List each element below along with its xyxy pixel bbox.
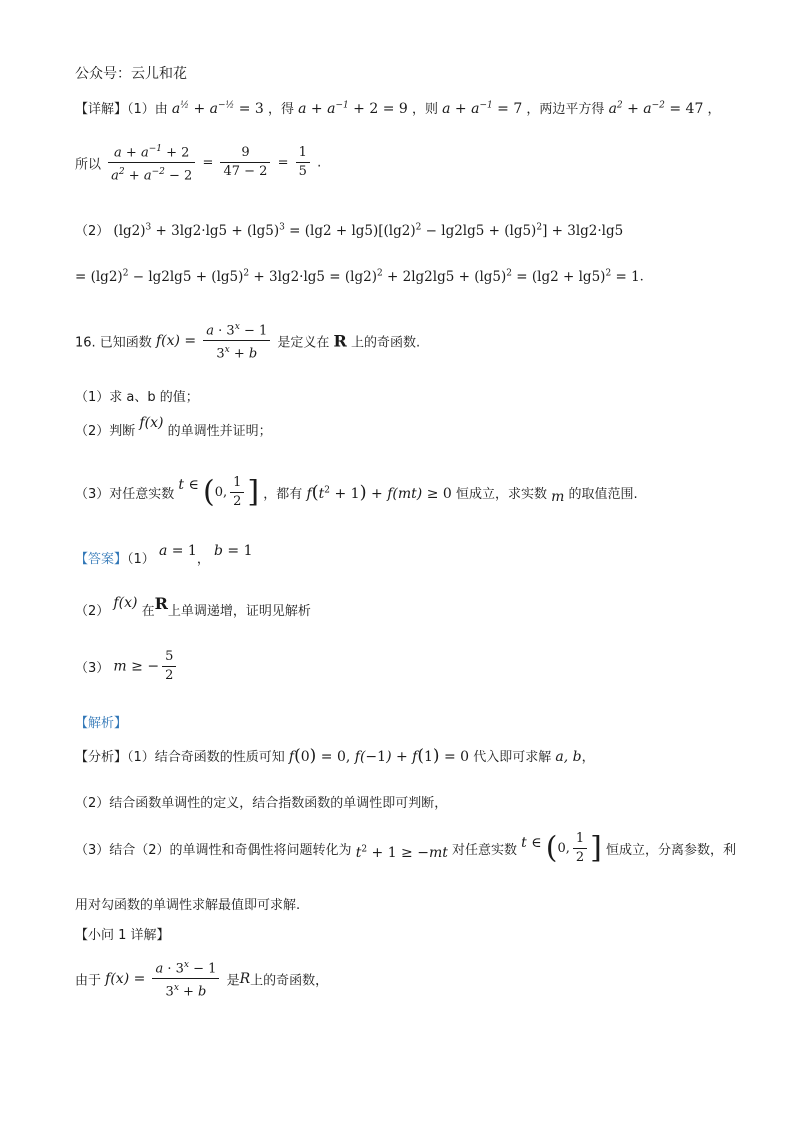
- part2-label: （2）: [75, 224, 110, 239]
- formula-sum7: $a + a^{-1} = 7$: [442, 100, 523, 117]
- answer-1: 【答案】（1） a = 1， b = 1: [75, 543, 253, 567]
- text-period: .: [317, 155, 322, 171]
- fraction-9-45: $\frac{9}{47 - 2}$: [220, 144, 270, 181]
- formula-sum9: $a + a^{-1} + 2 = 9$: [298, 100, 408, 117]
- fenxi-text-b: 代入即可求解: [473, 750, 552, 765]
- q16-sub2: （2）判断 f(x) 的单调性并证明；: [75, 415, 272, 439]
- q16-sub3-text-c: 恒成立，求实数: [455, 487, 547, 502]
- answer-tag: 【答案】: [75, 552, 128, 567]
- inequality-condition: $f(t^2 + 1) + f(mt) \ge 0$: [306, 482, 452, 503]
- answer-3-value: $\frac{5}{2}$: [162, 648, 176, 685]
- q16-sub3: （3）对任意实数 t ∈ (0, $\frac{1}{2}$ ] ，都有 $f(t^2 + 1) + f(mt) \ge 0$ 恒成立，求实数 m 的取值范围.: [75, 474, 638, 510]
- analysis-l5-c: 上的奇函数，: [250, 973, 329, 989]
- q16-sub3-text-d: 的取值范围.: [568, 487, 638, 502]
- formula-47: $a^2 + a^{-2} = 47$: [608, 100, 704, 117]
- q16-sub2-label: （2）判断: [75, 424, 136, 439]
- transformed-inequality: $t^2 + 1 \ge -mt$: [355, 844, 448, 861]
- answer-2-label: （2）: [75, 604, 110, 619]
- text-square: ，两边平方得: [526, 102, 605, 117]
- analysis-line3: （3）结合（2）的单调性和奇偶性将问题转化为 $t^2 + 1 \ge -mt$ 对任意实数 t ∈ (0, $\frac{1}{2}$ ] 恒成立，分离参数，利: [75, 830, 737, 866]
- answer-1-label: （1）: [127, 552, 155, 567]
- answer-1-value: a = 1: [158, 543, 197, 559]
- text-comma: ，: [707, 102, 721, 117]
- formula-lg-expansion: $(\lg 2)^3 + 3\lg 2\cdot\lg 5 + (\lg 5)^3 = (\lg 2 + \lg 5)[(\lg 2)^2 - \lg 2\lg 5 + (\lg 5)^2] + 3\lg 2\cdot\lg 5$: [113, 222, 624, 239]
- solution-part1-line1: [75, 98, 721, 117]
- q16-defined: 是定义在: [277, 335, 330, 351]
- fenxi-formula: f(0) = 0, f(−1) + f(1) = 0: [288, 746, 470, 766]
- analysis-line4: 用对勾函数的单调性求解最值即可求解.: [75, 898, 301, 913]
- answer-3: （3） m ≥ − $\frac{5}{2}$: [75, 648, 179, 685]
- q16-sub1: （1）求 a、b 的值；: [75, 390, 199, 405]
- solution-part1-line2: 所以 $\frac{a + a^{-1} + 2}{a^2 + a^{-2} - 2}$ = $\frac{9}{47 - 2}$ = $\frac{1}{5}$ .: [75, 140, 321, 186]
- solution-part2-line1: [75, 220, 623, 239]
- function-definition-repeat: $\frac{a \cdot 3^x - 1}{3^x + b}$: [152, 956, 219, 1002]
- text-ze: ，则: [411, 102, 438, 117]
- q16-sub3-label: （3）对任意实数: [75, 487, 175, 502]
- text-de: ，得: [267, 102, 294, 117]
- text-suoyi: 所以: [75, 157, 102, 173]
- watermark-label: 公众号：云儿和花: [75, 66, 187, 82]
- q16-odd: 上的奇函数.: [350, 335, 421, 351]
- fraction-1-5: $\frac{1}{5}$: [296, 144, 310, 181]
- q16-sub3-text-b: ，都有: [263, 487, 303, 502]
- formula-lg-result: = $(\lg 2)^2 - \lg 2\lg 5 + (\lg 5)^2 + 3\lg 2\cdot\lg 5 = (\lg 2)^2 + 2\lg 2\lg 5 + (\lg 5)^2 = (\lg 2 + \lg 5)^2 = 1$: [75, 268, 640, 285]
- answer-2-text: 上单调递增，证明见解析: [167, 604, 311, 619]
- fraction-ratio: $\frac{a + a^{-1} + 2}{a^2 + a^{-2} - 2}$: [108, 140, 195, 186]
- answer-3-label: （3）: [75, 661, 110, 676]
- analysis-l5-a: 由于: [75, 973, 102, 989]
- analysis-fenxi: 【分析】（1）结合奇函数的性质可知 f(0) = 0, f(−1) + f(1) = 0 代入即可求解 a, b，: [75, 746, 595, 766]
- analysis-tag: 【解析】: [75, 716, 128, 731]
- question-16: 16. 已知函数 f(x) = $\frac{a \cdot 3^x - 1}{3^x + b}$ 是定义在 R 上的奇函数.: [75, 318, 420, 364]
- function-definition: $\frac{a \cdot 3^x - 1}{3^x + b}$: [203, 318, 270, 364]
- analysis-l3-b: 对任意实数: [452, 843, 518, 858]
- analysis-l3-a: （3）结合（2）的单调性和奇偶性将问题转化为: [75, 843, 352, 858]
- analysis-l3-c: 恒成立，分离参数，利: [606, 843, 737, 858]
- q16-intro: 16. 已知函数: [75, 335, 152, 351]
- fenxi-text: 【分析】（1）结合奇函数的性质可知: [75, 750, 285, 765]
- q16-sub2-text: 的单调性并证明；: [167, 424, 272, 439]
- reals-symbol: R: [333, 331, 347, 351]
- interval-half: $\frac{1}{2}$: [230, 474, 244, 511]
- answer-2: （2） f(x) 在R上单调递增，证明见解析: [75, 594, 311, 619]
- analysis-line2: （2）结合函数单调性的定义，结合指数函数的单调性即可判断，: [75, 796, 448, 811]
- subquestion-1-tag: 【小问 1 详解】: [75, 928, 170, 943]
- solution-part2-line2: = $(\lg 2)^2 - \lg 2\lg 5 + (\lg 5)^2 + 3\lg 2\cdot\lg 5 = (\lg 2)^2 + 2\lg 2\lg 5 + (\lg 5)^2 = (\lg 2 + \lg 5)^2 = 1$.: [75, 268, 644, 285]
- solution-prefix: 【详解】（1）由: [75, 102, 168, 117]
- formula-given: $a^{\frac{1}{2}} + a^{-\frac{1}{2}} = 3$: [171, 100, 264, 117]
- analysis-line5: 由于 f(x) = $\frac{a \cdot 3^x - 1}{3^x + b}$ 是R上的奇函数，: [75, 956, 328, 1002]
